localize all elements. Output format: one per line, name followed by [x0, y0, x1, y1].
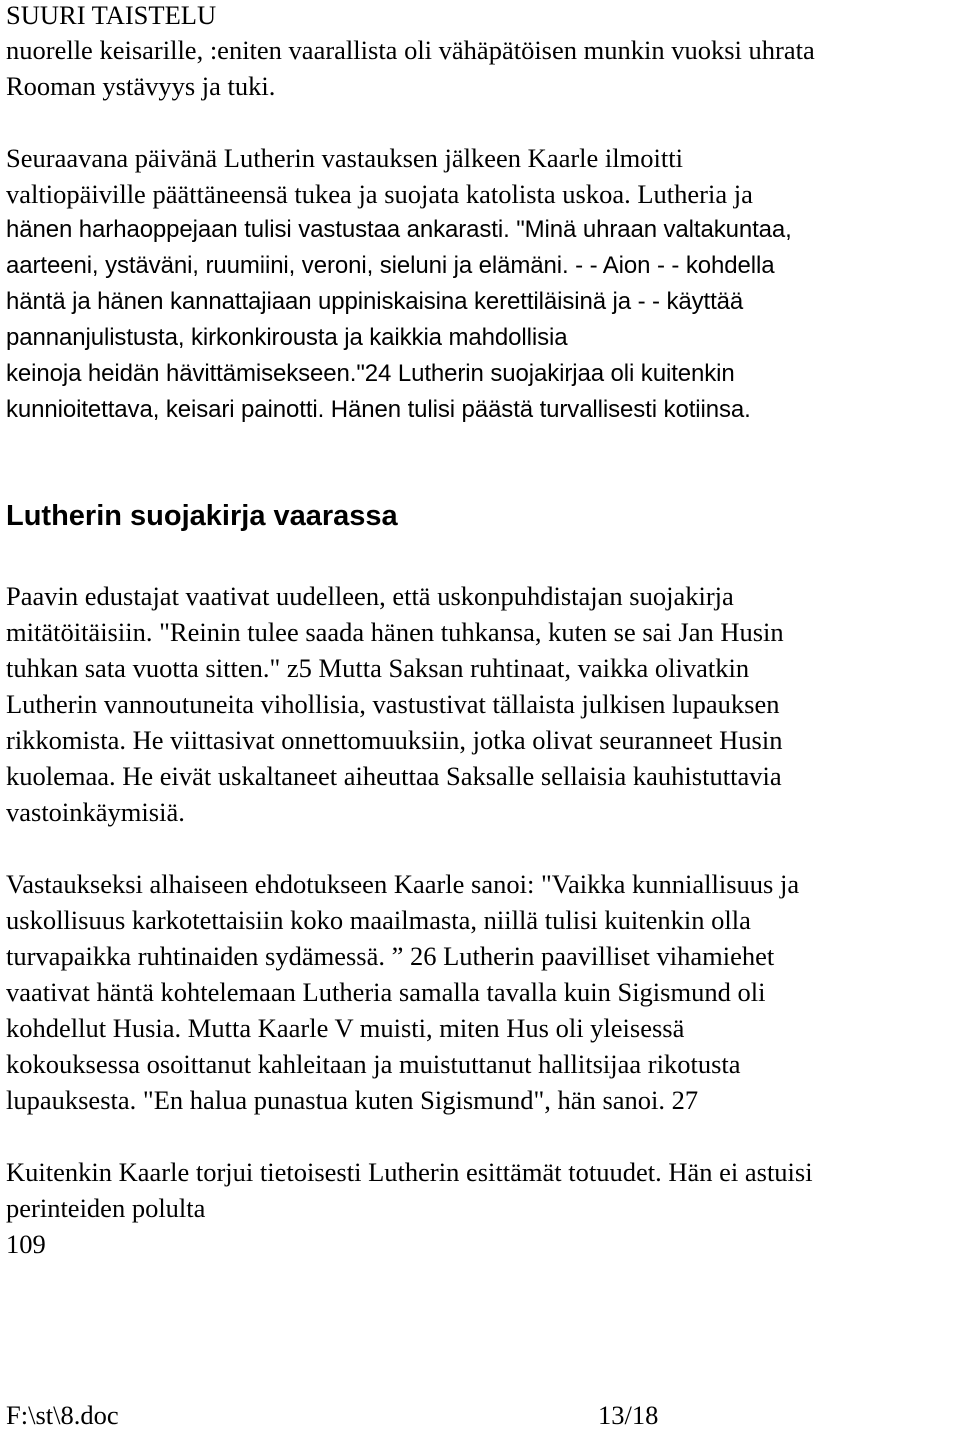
- paragraph-line: kunnioitettava, keisari painotti. Hänen tulisi päästä turvallisesti kotiinsa.: [6, 396, 751, 423]
- paragraph-gap: [6, 104, 815, 140]
- paragraph-line: kuolemaa. He eivät uskaltaneet aiheuttaa Saksalle sellaisia kauhistuttavia: [6, 761, 782, 791]
- paragraph-line: pannanjulistusta, kirkonkirousta ja kaikkia mahdollisia: [6, 324, 568, 351]
- paragraph-line: tuhkan sata vuotta sitten." z5 Mutta Saksan ruhtinaat, vaikka olivatkin: [6, 653, 750, 683]
- paragraph-line: hänen harhaoppejaan tulisi vastustaa ankarasti. "Minä uhraan valtakuntaa,: [6, 216, 792, 243]
- intro-line: Rooman ystävyys ja tuki.: [6, 71, 276, 101]
- intro-line: nuorelle keisarille, :eniten vaarallista oli vähäpätöisen munkin vuoksi uhrata: [6, 35, 815, 65]
- page-number: 109: [6, 1229, 46, 1259]
- paragraph-line: Kuitenkin Kaarle torjui tietoisesti Lutherin esittämät totuudet. Hän ei astuisi: [6, 1157, 813, 1187]
- paragraph-line: keinoja heidän hävittämisekseen."24 Lutherin suojakirjaa oli kuitenkin: [6, 360, 735, 387]
- paragraph-3: [6, 866, 799, 1118]
- paragraph-line: turvapaikka ruhtinaiden sydämessä. ” 26 Lutherin paavilliset vihamiehet: [6, 941, 775, 971]
- paragraph-line: valtiopäiville päättäneensä tukea ja suojata katolista uskoa. Lutheria ja: [6, 179, 753, 209]
- footer-page-count: 13/18: [598, 1400, 659, 1430]
- section-heading: Lutherin suojakirja vaarassa: [6, 500, 398, 532]
- paragraph-line: häntä ja hänen kannattajiaan uppiniskaisina kerettiläisinä ja - - käyttää: [6, 288, 744, 315]
- paragraph-line: kokouksessa osoittanut kahleitaan ja muistuttanut hallitsijaa rikotusta: [6, 1049, 741, 1079]
- footer-file-path: F:\st\8.doc: [6, 1400, 119, 1430]
- paragraph-1: [6, 140, 815, 428]
- paragraph-line: Lutherin vannoutuneita vihollisia, vastustivat tällaista julkisen lupauksen: [6, 689, 780, 719]
- paragraph-line: Seuraavana päivänä Lutherin vastauksen jälkeen Kaarle ilmoitti: [6, 143, 683, 173]
- paragraph-line: rikkomista. He viittasivat onnettomuuksiin, jotka olivat seuranneet Husin: [6, 725, 783, 755]
- running-head: SUURI TAISTELU: [6, 0, 217, 30]
- paragraph-line: aarteeni, ystäväni, ruumiini, veroni, sieluni ja elämäni. - - Aion - - kohdella: [6, 252, 775, 279]
- top-block: [6, 0, 815, 428]
- paragraph-line: Vastaukseksi alhaiseen ehdotukseen Kaarle sanoi: "Vaikka kunniallisuus ja: [6, 869, 800, 899]
- paragraph-line: lupauksesta. "En halua punastua kuten Sigismund", hän sanoi. 27: [6, 1085, 699, 1115]
- paragraph-4: [6, 1154, 813, 1262]
- paragraph-line: perinteiden polulta: [6, 1193, 206, 1223]
- paragraph-line: uskollisuus karkotettaisiin koko maailmasta, niillä tulisi kuitenkin olla: [6, 905, 751, 935]
- paragraph-line: mitätöitäisiin. "Reinin tulee saada hänen tuhkansa, kuten se sai Jan Husin: [6, 617, 784, 647]
- paragraph-line: vastoinkäymisiä.: [6, 797, 185, 827]
- paragraph-line: Paavin edustajat vaativat uudelleen, että uskonpuhdistajan suojakirja: [6, 581, 734, 611]
- paragraph-line: vaativat häntä kohtelemaan Lutheria samalla tavalla kuin Sigismund oli: [6, 977, 766, 1007]
- paragraph-line: kohdellut Husia. Mutta Kaarle V muisti, miten Hus oli yleisessä: [6, 1013, 685, 1043]
- paragraph-2: [6, 578, 784, 830]
